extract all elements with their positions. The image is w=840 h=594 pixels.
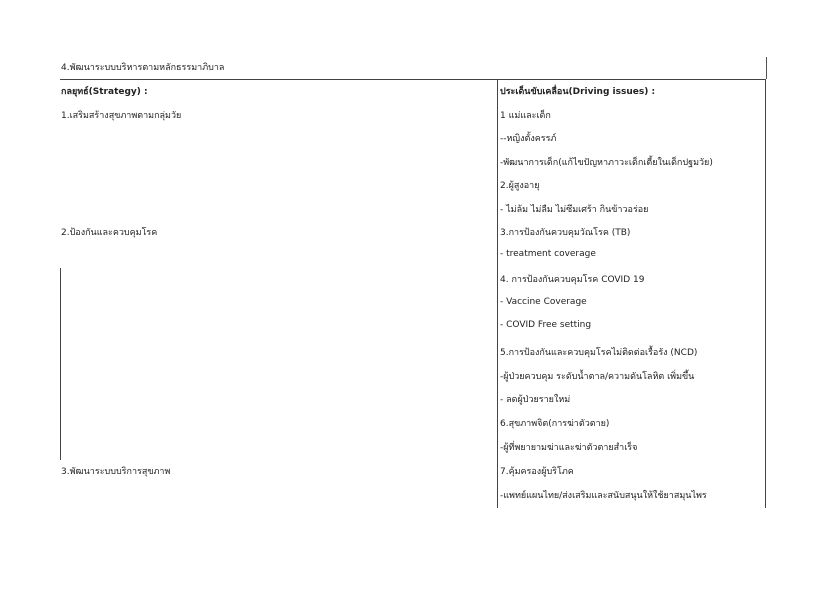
table-top-border: [60, 79, 766, 80]
strategy-item: 3.พัฒนาระบบบริการสุขภาพ: [61, 467, 171, 477]
strategy-item: 1.เสริมสร้างสุขภาพตามกลุ่มวัย: [61, 111, 182, 121]
issue-item: - treatment coverage: [500, 249, 596, 259]
issue-item: -ผู้ที่พยายามฆ่าและฆ่าตัวตายสำเร็จ: [500, 443, 638, 453]
driving-issues-header: ประเด็นขับเคลื่อน(Driving issues) :: [500, 87, 656, 97]
issue-item: 2.ผู้สูงอายุ: [500, 181, 540, 191]
issue-item: -พัฒนาการเด็ก(แก้ไขปัญหาภาวะเด็กเตี้ยในเด็กปฐมวัย): [500, 158, 713, 168]
table-right-border: [765, 80, 766, 508]
table-column-divider: [497, 80, 498, 508]
section-title: 4.พัฒนาระบบบริหารตามหลักธรรมาภิบาล: [60, 57, 767, 79]
issue-item: -ผู้ป่วยควบคุม ระดับน้ำตาล/ความดันโลหิต เพิ่มขึ้น: [500, 372, 695, 382]
strategy-header: กลยุทธ์(Strategy) :: [61, 87, 148, 97]
issue-item: 7.คุ้มครองผู้บริโภค: [500, 467, 574, 477]
issue-item: 5.การป้องกันและควบคุมโรคไม่ติดต่อเรื้อรัง (NCD): [500, 348, 698, 358]
issue-item: -แพทย์แผนไทย/ส่งเสริมและสนับสนุนให้ใช้ยาสมุนไพร: [500, 491, 707, 501]
issue-item: 6.สุขภาพจิต(การฆ่าตัวตาย): [500, 419, 610, 429]
issue-item: - COVID Free setting: [500, 320, 592, 330]
issue-item: 3.การป้องกันควบคุมวัณโรค (TB): [500, 228, 631, 238]
issue-item: - Vaccine Coverage: [500, 297, 587, 307]
issue-item: - ลดผู้ป่วยรายใหม่: [500, 395, 571, 405]
issue-item: - ไม่ล้ม ไม่ลืม ไม่ซึมเศร้า กินข้าวอร่อย: [500, 205, 649, 215]
issue-item: 4. การป้องกันควบคุมโรค COVID 19: [500, 275, 645, 285]
issue-item: 1 แม่และเด็ก: [500, 111, 551, 121]
table-left-border: [60, 268, 61, 460]
strategy-item: 2.ป้องกันและควบคุมโรค: [61, 228, 158, 238]
issue-item: --หญิงตั้งครรภ์: [500, 134, 557, 144]
